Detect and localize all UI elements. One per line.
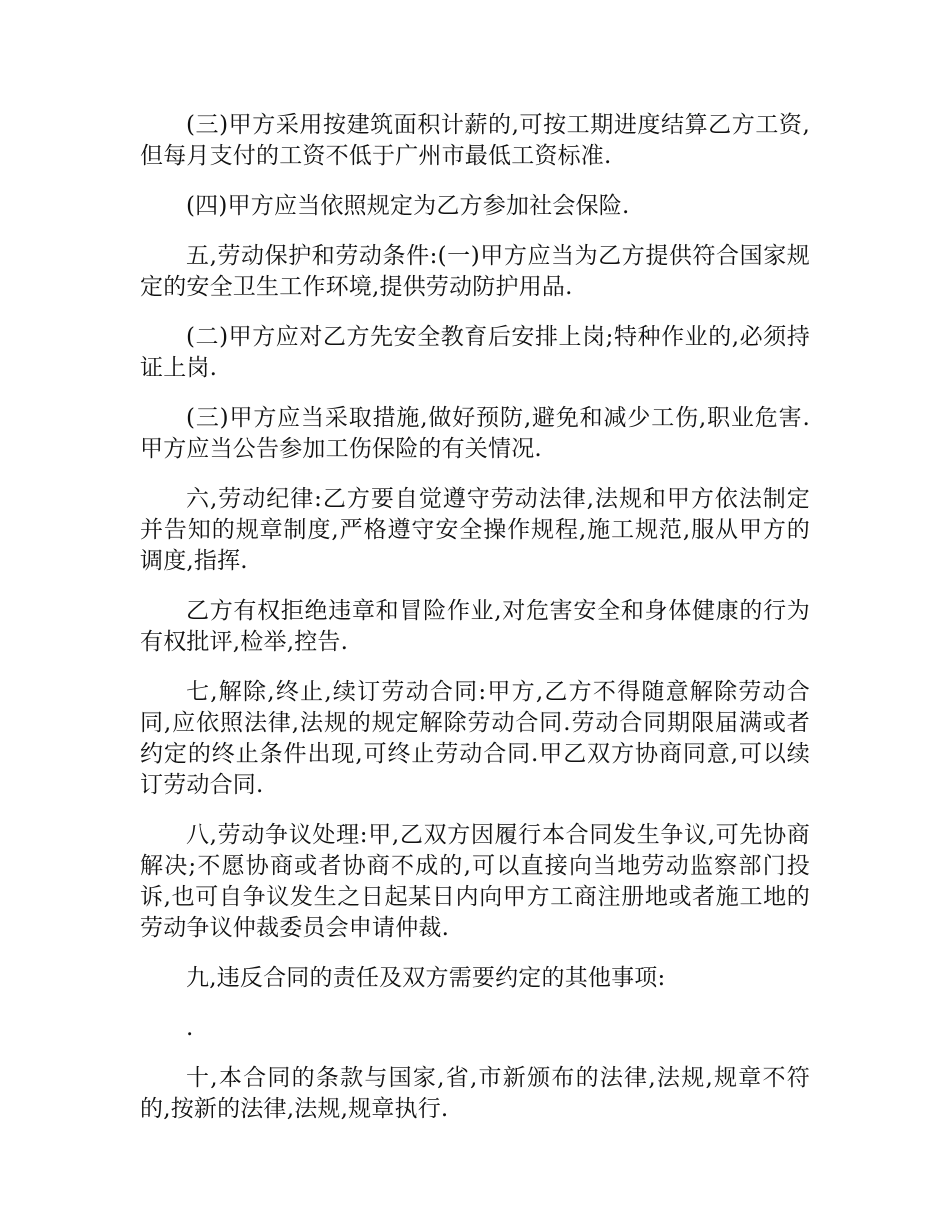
paragraph-breach-liability: 九,违反合同的责任及双方需要约定的其他事项:: [186, 965, 666, 991]
paragraph-new-regulations: 十,本合同的条款与国家,省,市新颁布的法律,法规,规章不符的,按新的法律,法规,规章执行.: [140, 1065, 810, 1122]
paragraph-contract-termination: 七,解除,终止,续订劳动合同:甲方,乙方不得随意解除劳动合同,应依照法律,法规的规定解除劳动合同.劳动合同期限届满或者约定的终止条件出现,可终止劳动合同.甲乙双方协商同意,可以续订劳动合同.: [140, 679, 810, 798]
document-page: [140, 110, 810, 1144]
paragraph-blank-item: .: [186, 1015, 194, 1041]
paragraph-social-insurance: (四)甲方应当依照规定为乙方参加社会保险.: [186, 193, 630, 219]
paragraph-dispute-resolution: 八,劳动争议处理:甲,乙双方因履行本合同发生争议,可先协商解决;不愿协商或者协商不成的,可以直接向当地劳动监察部门投诉,也可自争议发生之日起某日内向甲方工商注册地或者施工地的劳动争议仲裁委员会申请仲裁.: [140, 822, 810, 941]
paragraph-labor-protection: 五,劳动保护和劳动条件:(一)甲方应当为乙方提供符合国家规定的安全卫生工作环境,提供劳动防护用品.: [140, 243, 810, 300]
paragraph-injury-prevention: (三)甲方应当采取措施,做好预防,避免和减少工伤,职业危害.甲方应当公告参加工伤保险的有关情况.: [140, 405, 810, 462]
paragraph-safety-education: (二)甲方应对乙方先安全教育后安排上岗;特种作业的,必须持证上岗.: [140, 324, 810, 381]
paragraph-labor-discipline: 六,劳动纪律:乙方要自觉遵守劳动法律,法规和甲方依法制定并告知的规章制度,严格遵守安全操作规程,施工规范,服从甲方的调度,指挥.: [140, 486, 810, 574]
paragraph-right-to-refuse: 乙方有权拒绝违章和冒险作业,对危害安全和身体健康的行为有权批评,检举,控告.: [140, 598, 810, 655]
paragraph-wage-settlement: (三)甲方采用按建筑面积计薪的,可按工期进度结算乙方工资,但每月支付的工资不低于广州市最低工资标准.: [140, 112, 810, 169]
